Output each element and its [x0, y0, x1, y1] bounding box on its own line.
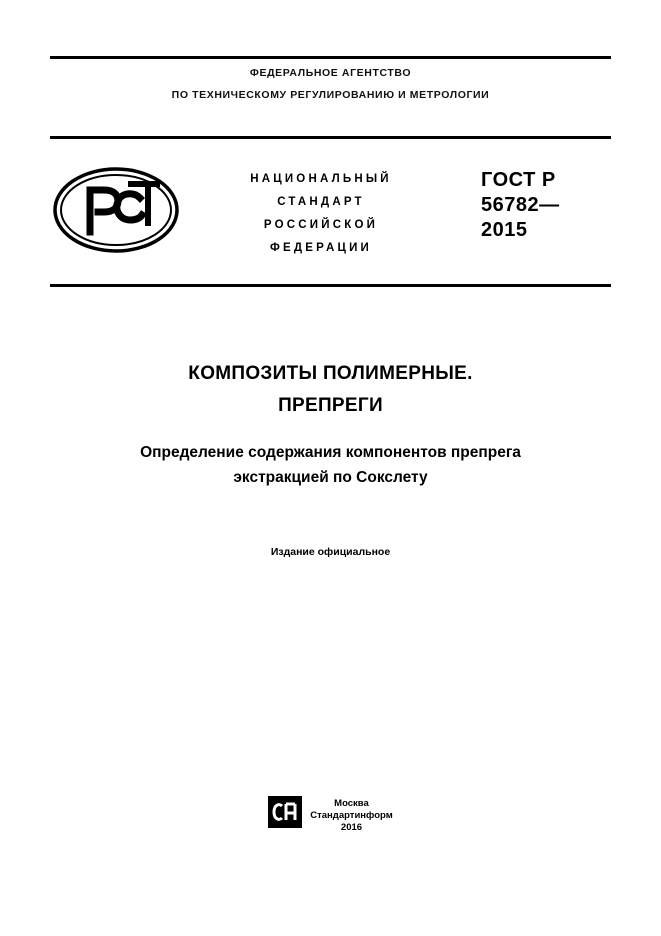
publisher-city: Москва — [334, 798, 369, 809]
gost-code-line-1: ГОСТ Р — [481, 169, 556, 191]
page-subtitle-line-2: экстракцией по Сокслету — [233, 469, 428, 486]
page-subtitle — [60, 440, 601, 490]
page-title-line-2: ПРЕПРЕГИ — [278, 395, 383, 416]
publisher-text — [310, 796, 392, 834]
standard-word-3: ФЕДЕРАЦИИ — [269, 242, 373, 254]
middle-divider-rule — [50, 136, 611, 139]
standartinform-logo-icon — [268, 796, 302, 828]
publisher-name: Стандартинформ — [310, 810, 393, 821]
gost-code-block — [441, 168, 611, 243]
standard-word-1: СТАНДАРТ — [277, 196, 365, 208]
agency-line-1: ФЕДЕРАЛЬНОЕ АГЕНТСТВО — [249, 67, 412, 79]
page-subtitle-line-1: Определение содержания компонентов препрега — [140, 444, 521, 461]
official-edition-note: Издание официальное — [270, 546, 391, 558]
publisher-year: 2016 — [340, 822, 363, 833]
top-divider-rule — [50, 56, 611, 59]
standard-word-0: НАЦИОНАЛЬНЫЙ — [250, 173, 392, 185]
publisher-footer — [0, 796, 661, 834]
agency-line-2: ПО ТЕХНИЧЕСКОМУ РЕГУЛИРОВАНИЮ И МЕТРОЛОГИИ — [171, 89, 490, 101]
standard-word-2: РОССИЙСКОЙ — [263, 219, 379, 231]
page-title-line-1: КОМПОЗИТЫ ПОЛИМЕРНЫЕ. — [188, 363, 473, 384]
page-title — [80, 358, 581, 422]
agency-header — [50, 62, 611, 106]
gost-code-line-2: 56782— — [481, 194, 560, 216]
standard-words-block — [196, 168, 446, 260]
gost-code-line-3: 2015 — [481, 219, 528, 241]
bottom-divider-rule — [50, 284, 611, 287]
rosstandart-emblem-icon — [52, 166, 180, 254]
